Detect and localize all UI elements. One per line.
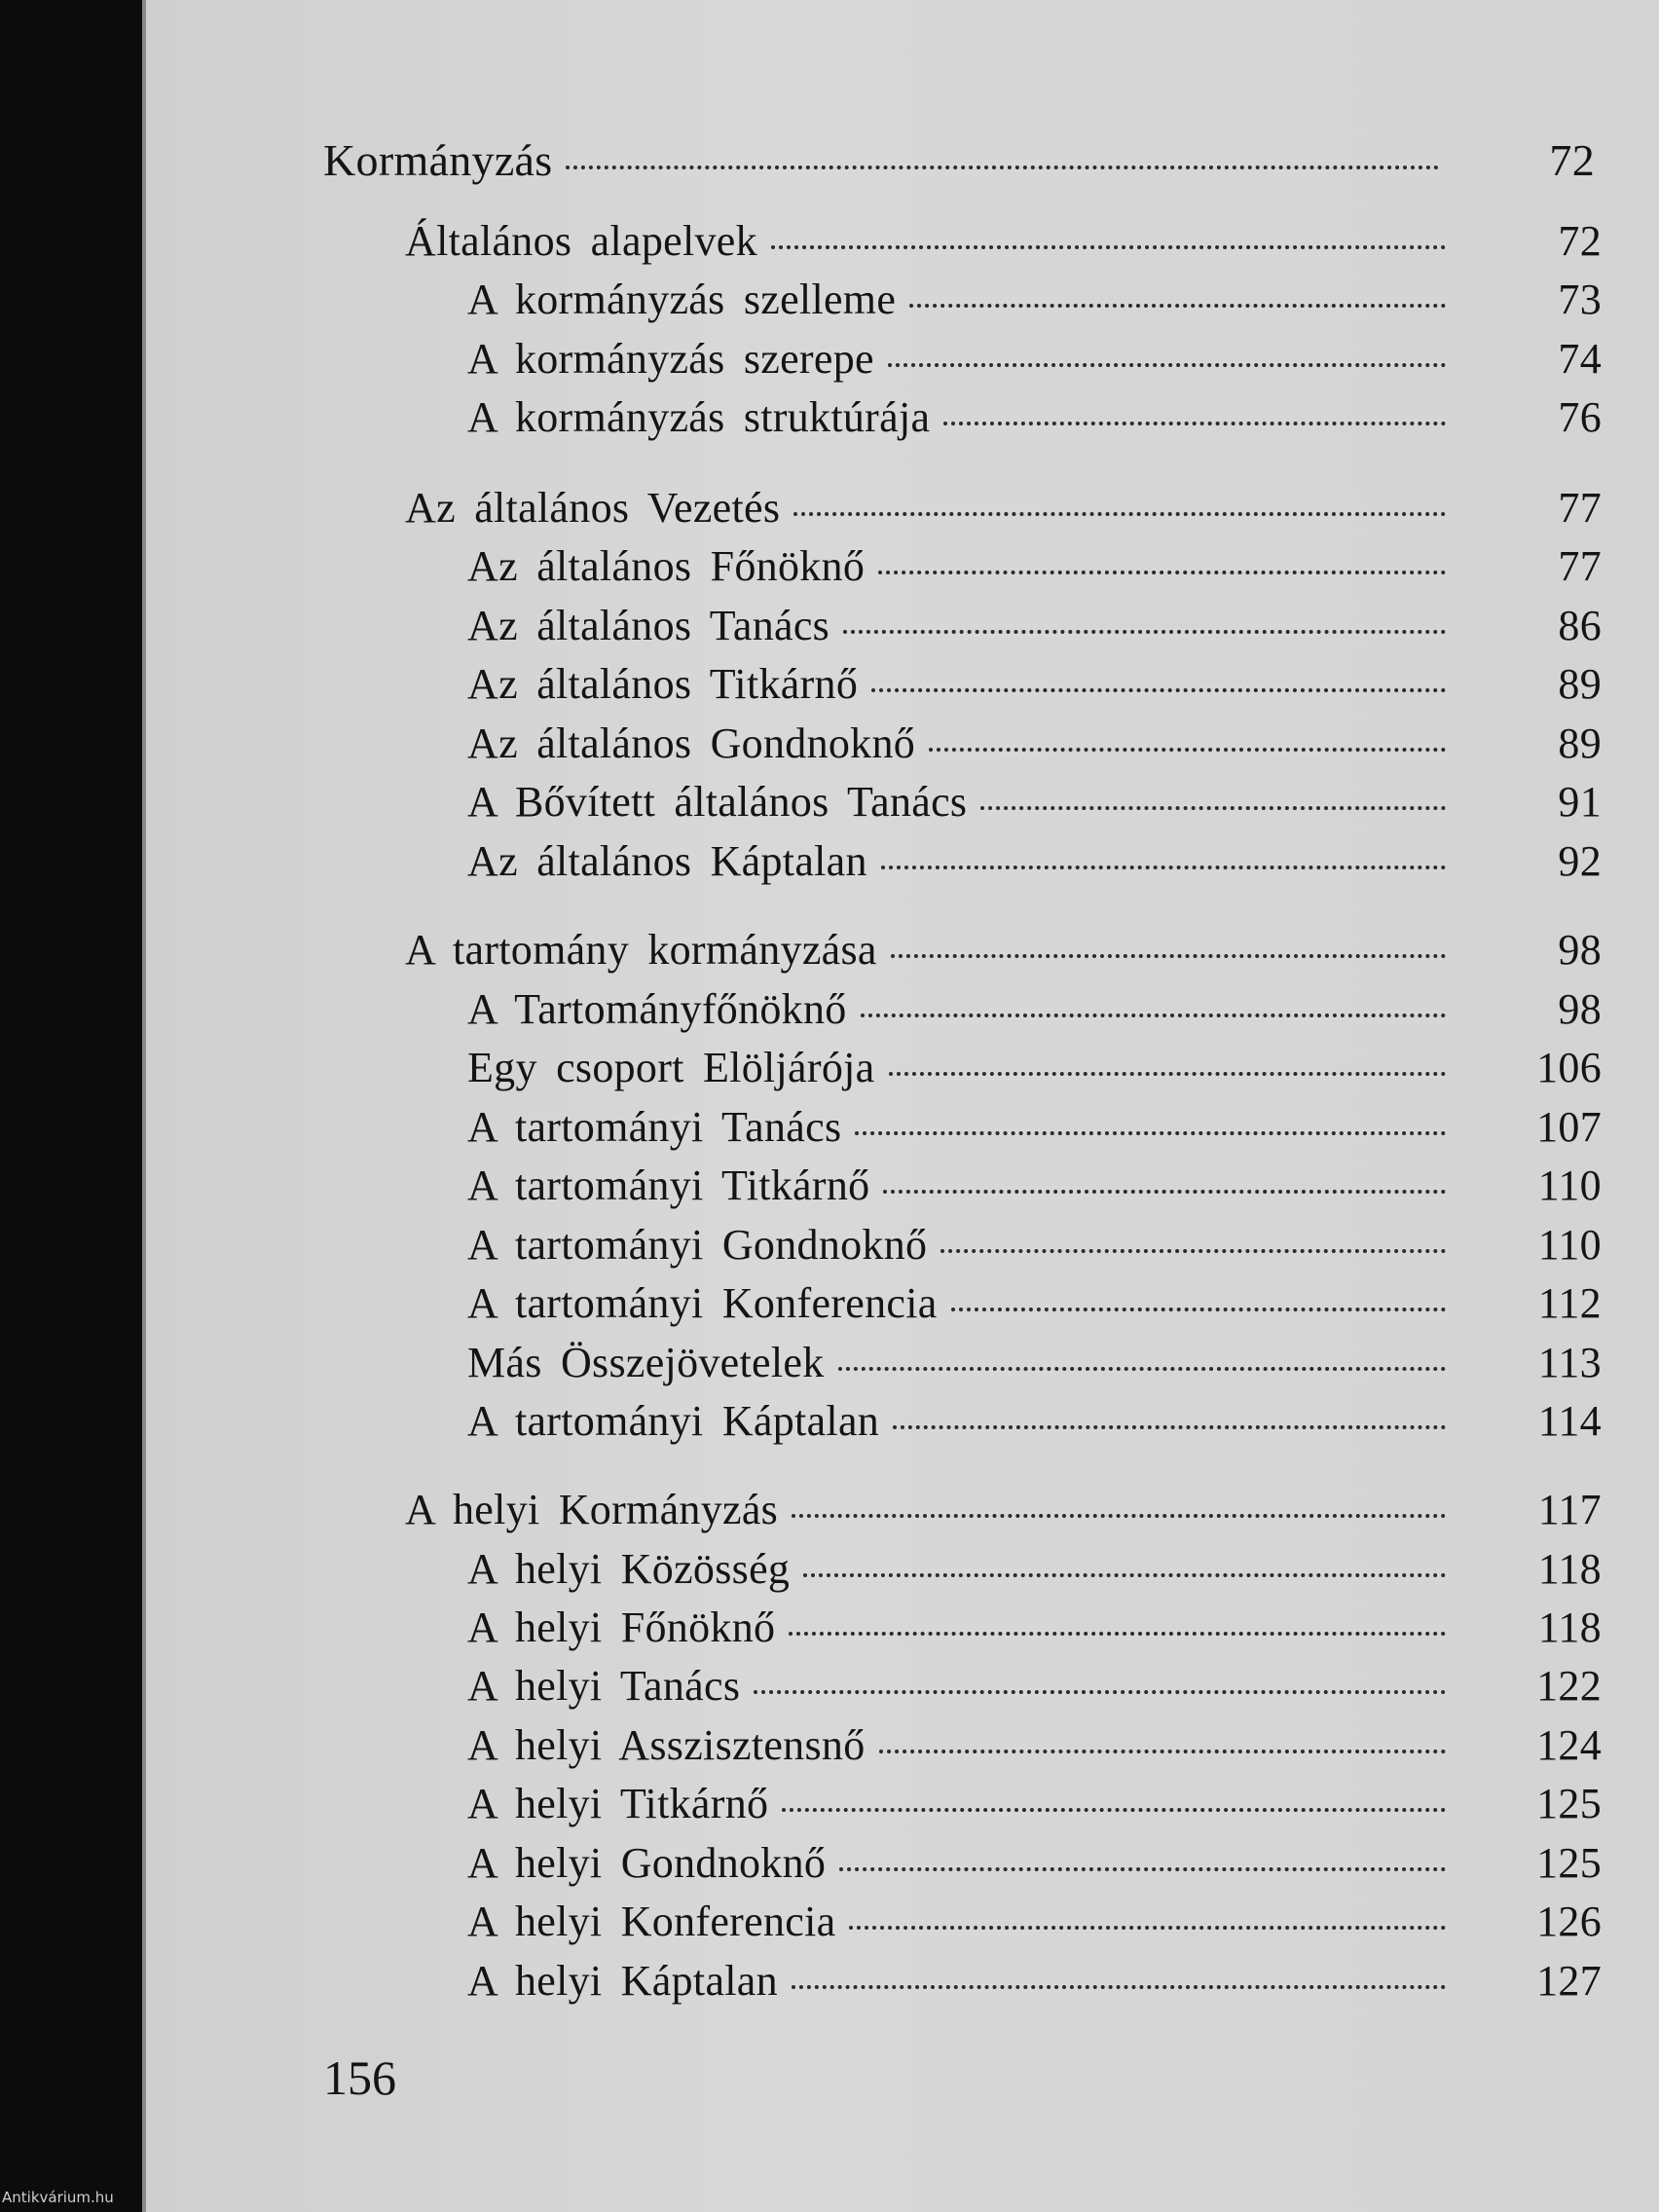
- toc-entry-title: Az általános Tanács: [467, 602, 830, 649]
- toc-entry-title: A helyi Közösség: [467, 1545, 791, 1593]
- dot-leader: [782, 1808, 1446, 1812]
- toc-entry-title: A kormányzás struktúrája: [467, 393, 931, 441]
- toc-entry: [467, 1043, 1602, 1101]
- toc-entry: [467, 601, 1602, 659]
- dot-leader: [871, 688, 1446, 692]
- dot-leader: [861, 1014, 1446, 1017]
- toc-entry-title: A tartományi Káptalan: [467, 1397, 880, 1445]
- toc-entry-title: A tartományi Konferencia: [467, 1279, 938, 1327]
- toc-entry: [405, 483, 1602, 541]
- toc-entry: [467, 1102, 1602, 1161]
- toc-entry-page: 91: [1558, 778, 1602, 826]
- toc-entry-page: 110: [1537, 1161, 1602, 1209]
- dot-leader: [940, 1249, 1446, 1253]
- toc-entry: [467, 1897, 1602, 1955]
- dot-leader: [803, 1573, 1446, 1577]
- toc-entry: [467, 1956, 1602, 2014]
- dot-leader: [789, 1632, 1446, 1636]
- toc-entry-title: A kormányzás szerepe: [467, 335, 874, 383]
- toc-entry-page: 118: [1537, 1604, 1602, 1651]
- toc-entry-page: 110: [1537, 1221, 1602, 1269]
- toc-entry-page: 77: [1558, 484, 1602, 532]
- dot-leader: [849, 1926, 1446, 1930]
- toc-entry-title: A helyi Kormányzás: [405, 1486, 779, 1533]
- toc-entry: [467, 334, 1602, 392]
- toc-entry-title: Az általános Vezetés: [405, 484, 781, 532]
- toc-entry-page: 114: [1537, 1397, 1602, 1445]
- toc-entry: [467, 392, 1602, 451]
- toc-entry-page: 89: [1558, 660, 1602, 708]
- toc-entry-title: Az általános Főnöknő: [467, 542, 866, 590]
- toc-entry-page: 107: [1536, 1103, 1602, 1151]
- toc-entry: [467, 1278, 1602, 1337]
- toc-entry-title: A Bővített általános Tanács: [467, 778, 968, 826]
- toc-entry-page: 118: [1537, 1545, 1602, 1593]
- toc-entry-page: 76: [1558, 393, 1602, 441]
- toc-entry: [467, 1161, 1602, 1219]
- toc-entry-page: 126: [1536, 1898, 1602, 1945]
- toc-entry-page: 74: [1558, 335, 1602, 383]
- toc-entry-page: 73: [1558, 276, 1602, 323]
- dot-leader: [771, 245, 1446, 249]
- dot-leader: [878, 571, 1446, 574]
- toc-entry: [467, 1720, 1602, 1779]
- toc-entry-page: 122: [1536, 1662, 1602, 1710]
- toc-entry-title: A helyi Főnöknő: [467, 1604, 776, 1651]
- toc-entry-title: A helyi Asszisztensnő: [467, 1721, 866, 1769]
- toc-entry-page: 92: [1558, 837, 1602, 885]
- toc-entry-title: A helyi Gondnoknő: [467, 1839, 827, 1887]
- dot-leader: [838, 1367, 1446, 1371]
- toc-entry: [405, 1485, 1602, 1543]
- dot-leader: [883, 1190, 1446, 1194]
- toc-entry: [467, 659, 1602, 718]
- dot-leader: [909, 304, 1446, 308]
- toc-entry-title: Az általános Titkárnő: [467, 660, 859, 708]
- toc-entry: [467, 1220, 1602, 1278]
- toc-entry-title: A helyi Káptalan: [467, 1957, 778, 2005]
- dot-leader: [881, 866, 1446, 869]
- dot-leader: [855, 1131, 1446, 1135]
- toc-entry-title: Általános alapelvek: [405, 217, 757, 265]
- toc-entry-page: 72: [1558, 217, 1602, 265]
- dot-leader: [889, 1072, 1447, 1076]
- watermark: Antikvárium.hu: [2, 2189, 114, 2206]
- dot-leader: [888, 363, 1446, 367]
- dot-leader: [891, 954, 1446, 958]
- dot-leader: [843, 630, 1446, 634]
- toc-entry-page: 117: [1537, 1486, 1602, 1533]
- dot-leader: [792, 1514, 1446, 1518]
- dot-leader: [754, 1690, 1446, 1694]
- toc-entry: [467, 1661, 1602, 1719]
- toc-entry: [405, 925, 1602, 983]
- toc-entry: [323, 134, 1595, 193]
- toc-entry-title: Más Összejövetelek: [467, 1339, 825, 1386]
- toc-entry: [467, 275, 1602, 333]
- toc-entry-page: 124: [1536, 1721, 1602, 1769]
- toc-entry-title: A helyi Tanács: [467, 1662, 741, 1710]
- toc-entry-title: Az általános Káptalan: [467, 837, 867, 885]
- toc-entry-page: 77: [1558, 542, 1602, 590]
- toc-entry: [405, 216, 1602, 275]
- toc-entry-page: 127: [1536, 1957, 1602, 2005]
- toc-entry: [467, 1779, 1602, 1837]
- dot-leader: [793, 512, 1446, 516]
- toc-entry-page: 125: [1536, 1839, 1602, 1887]
- toc-entry-title: A tartományi Titkárnő: [467, 1161, 870, 1209]
- dot-leader: [879, 1750, 1446, 1753]
- toc-entry: [467, 1396, 1602, 1455]
- toc-entry-title: Az általános Gondnoknő: [467, 719, 916, 767]
- toc-entry-title: A tartományi Gondnoknő: [467, 1221, 928, 1269]
- dot-leader: [980, 806, 1446, 810]
- dot-leader: [951, 1308, 1446, 1311]
- toc-entry-title: A tartományi Tanács: [467, 1103, 842, 1151]
- toc-entry-page: 106: [1536, 1044, 1602, 1091]
- toc-entry: [467, 777, 1602, 835]
- toc-entry-title: A helyi Titkárnő: [467, 1780, 769, 1827]
- toc-entry-page: 72: [1549, 135, 1595, 185]
- toc-entry: [467, 1603, 1602, 1661]
- toc-entry-page: 112: [1537, 1279, 1602, 1327]
- dot-leader: [839, 1867, 1446, 1871]
- toc-entry: [467, 541, 1602, 600]
- toc-entry: [467, 984, 1602, 1043]
- toc-entry: [467, 1838, 1602, 1897]
- toc-entry: [467, 719, 1602, 777]
- toc-entry-title: A helyi Konferencia: [467, 1898, 836, 1945]
- dot-leader: [943, 422, 1446, 425]
- toc-entry-page: 98: [1558, 985, 1602, 1033]
- toc-entry-title: A Tartományfőnöknő: [467, 985, 847, 1033]
- toc-entry-title: Egy csoport Elöljárója: [467, 1044, 875, 1091]
- dot-leader: [566, 166, 1439, 169]
- page-number: 156: [323, 2050, 396, 2105]
- toc-entry-page: 86: [1558, 602, 1602, 649]
- dot-leader: [792, 1985, 1446, 1989]
- toc-entry: [467, 1338, 1602, 1396]
- dot-leader: [929, 748, 1446, 752]
- toc-entry-title: Kormányzás: [323, 135, 553, 185]
- toc-entry-title: A kormányzás szelleme: [467, 276, 897, 323]
- toc-entry-title: A tartomány kormányzása: [405, 926, 877, 974]
- toc-entry-page: 98: [1558, 926, 1602, 974]
- toc-entry-page: 113: [1537, 1339, 1602, 1386]
- dot-leader: [893, 1425, 1446, 1429]
- toc-entry-page: 125: [1536, 1780, 1602, 1827]
- toc-entry: [467, 1544, 1602, 1603]
- toc-entry: [467, 836, 1602, 895]
- toc-entry-page: 89: [1558, 719, 1602, 767]
